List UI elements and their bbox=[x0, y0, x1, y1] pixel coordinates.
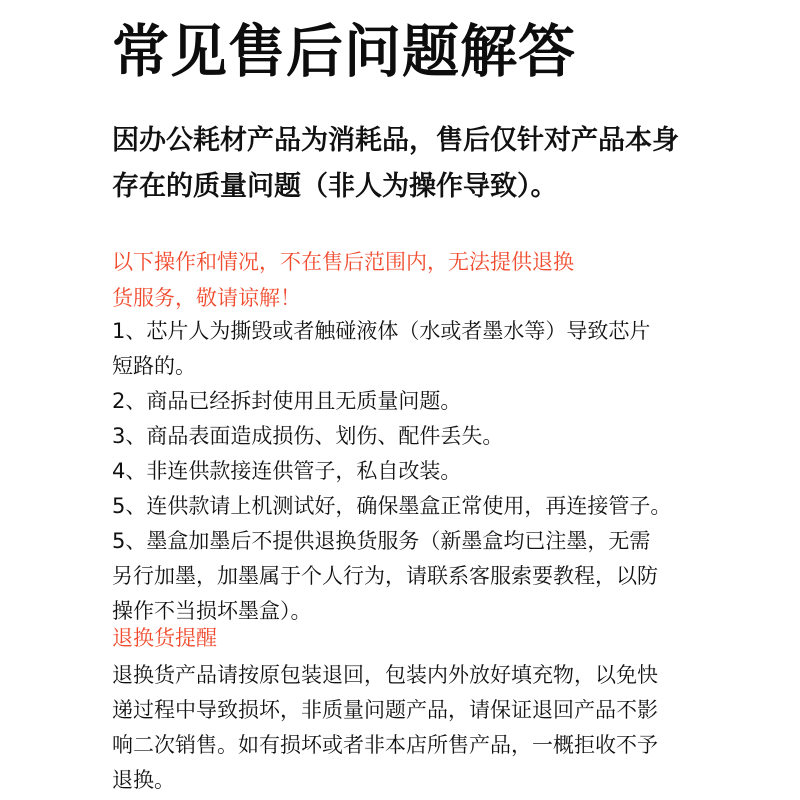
list-item-1-line-2: 短路的。 bbox=[112, 354, 196, 378]
notice-line-1: 以下操作和情况，不在售后范围内，无法提供退换 bbox=[112, 250, 574, 274]
list-item-6-line-2: 另行加墨，加墨属于个人行为，请联系客服索要教程，以防 bbox=[112, 564, 658, 588]
reminder-line-4: 退换。 bbox=[112, 768, 175, 792]
reminder-line-1: 退换货产品请按原包装退回，包装内外放好填充物，以免快 bbox=[112, 663, 658, 687]
list-item-1-line-1: 1、芯片人为撕毁或者触碰液体（水或者墨水等）导致芯片 bbox=[112, 319, 651, 343]
page-title: 常见售后问题解答 bbox=[112, 19, 576, 85]
list-item-6-line-3: 操作不当损坏墨盒）。 bbox=[112, 599, 312, 623]
return-reminder-paragraph bbox=[112, 658, 658, 798]
intro-line-2: 存在的质量问题（非人为操作导致）。 bbox=[112, 171, 558, 202]
intro-line-1: 因办公耗材产品为消耗品，售后仅针对产品本身 bbox=[112, 125, 679, 156]
reminder-line-2: 递过程中导致损坏，非质量问题产品，请保证退回产品不影 bbox=[112, 698, 658, 722]
exclusion-list bbox=[112, 314, 671, 629]
exclusion-notice bbox=[112, 244, 574, 316]
list-item-2: 2、商品已经拆封使用且无质量问题。 bbox=[112, 389, 462, 413]
list-item-3: 3、商品表面造成损伤、划伤、配件丢失。 bbox=[112, 424, 504, 448]
reminder-line-3: 响二次销售。如有损坏或者非本店所售产品，一概拒收不予 bbox=[112, 733, 658, 757]
list-item-6-line-1: 5、墨盒加墨后不提供退换货服务（新墨盒均已注墨，无需 bbox=[112, 529, 651, 553]
intro-paragraph bbox=[112, 118, 679, 210]
notice-line-2: 货服务，敬请谅解！ bbox=[112, 286, 301, 310]
list-item-4: 4、非连供款接连供管子，私自改装。 bbox=[112, 459, 462, 483]
return-reminder-heading: 退换货提醒 bbox=[112, 626, 217, 650]
list-item-5: 5、连供款请上机测试好，确保墨盒正常使用，再连接管子。 bbox=[112, 494, 672, 518]
